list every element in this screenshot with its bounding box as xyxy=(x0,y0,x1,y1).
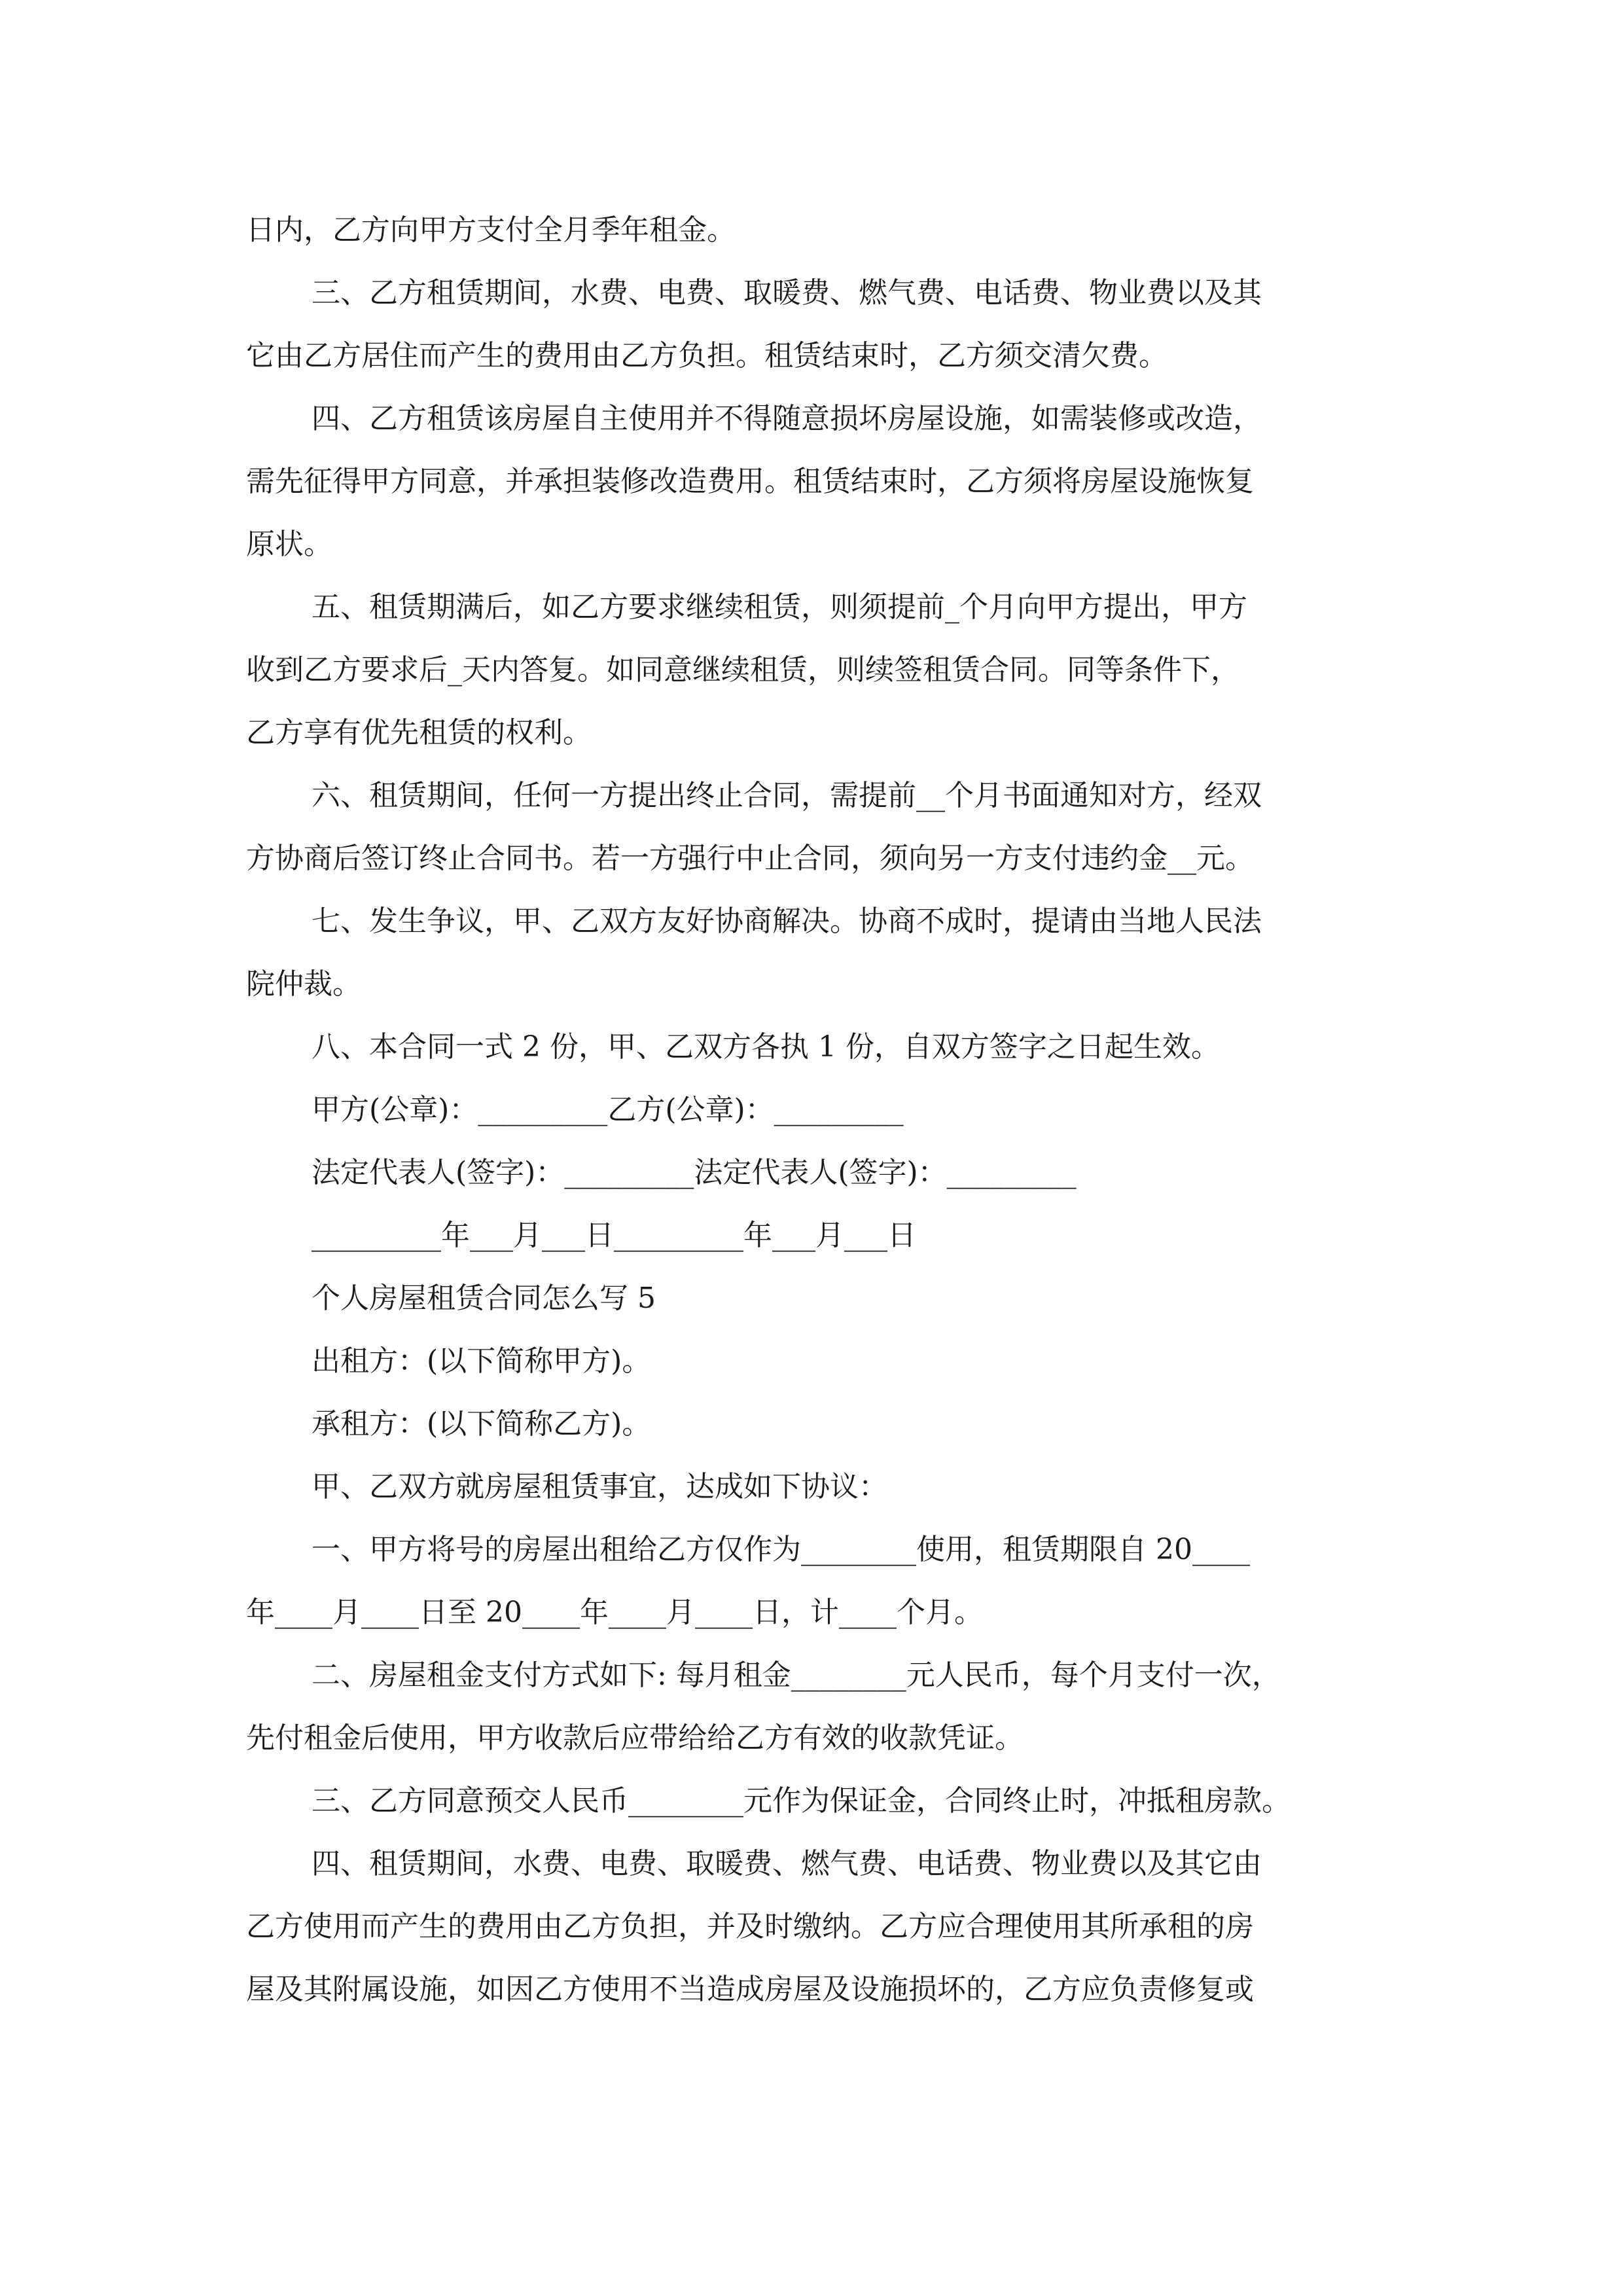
paragraph-line: 六、租赁期间，任何一方提出终止合同，需提前__个月书面通知对方，经双 xyxy=(312,779,1262,812)
signature-line-date: _________年___月___日_________年___月___日 xyxy=(312,1219,916,1252)
paragraph-line: 三、乙方同意预交人民币________元作为保证金，合同终止时，冲抵租房款。 xyxy=(312,1784,1291,1818)
paragraph-line: 屋及其附属设施，如因乙方使用不当造成房屋及设施损坏的，乙方应负责修复或 xyxy=(246,1973,1254,2006)
paragraph-line: 乙方使用而产生的费用由乙方负担，并及时缴纳。乙方应合理使用其所承租的房 xyxy=(246,1910,1254,1943)
agreement-intro: 甲、乙双方就房屋租赁事宜，达成如下协议： xyxy=(312,1470,887,1503)
paragraph-line: 二、房屋租金支付方式如下: 每月租金________元人民币，每个月支付一次， xyxy=(312,1659,1281,1692)
party-lessee: 承租方：(以下简称乙方)。 xyxy=(312,1407,651,1441)
paragraph-line: 乙方享有优先租赁的权利。 xyxy=(246,716,592,749)
paragraph-line: 收到乙方要求后_天内答复。如同意继续租赁，则续签租赁合同。同等条件下， xyxy=(246,653,1240,687)
paragraph-line: 四、乙方租赁该房屋自主使用并不得随意损坏房屋设施，如需装修或改造， xyxy=(312,402,1262,435)
paragraph-line: 一、甲方将号的房屋出租给乙方仅作为________使用，租赁期限自 20____ xyxy=(312,1533,1250,1566)
paragraph-line: 它由乙方居住而产生的费用由乙方负担。租赁结束时，乙方须交清欠费。 xyxy=(246,339,1168,372)
signature-line-representative: 法定代表人(签字)：_________法定代表人(签字)：_________ xyxy=(312,1156,1077,1189)
paragraph-line: 日内，乙方向甲方支付全月季年租金。 xyxy=(246,213,736,247)
paragraph-line: 三、乙方租赁期间，水费、电费、取暖费、燃气费、电话费、物业费以及其 xyxy=(312,276,1262,310)
paragraph-line: 方协商后签订终止合同书。若一方强行中止合同，须向另一方支付违约金__元。 xyxy=(246,842,1254,875)
signature-line-seal: 甲方(公章)：_________乙方(公章)：_________ xyxy=(312,1093,904,1126)
paragraph-line: 七、发生争议，甲、乙双方友好协商解决。协商不成时，提请由当地人民法 xyxy=(312,905,1262,938)
paragraph-line: 五、租赁期满后，如乙方要求继续租赁，则须提前_个月向甲方提出，甲方 xyxy=(312,590,1247,624)
paragraph-line: 需先征得甲方同意，并承担装修改造费用。租赁结束时，乙方须将房屋设施恢复 xyxy=(246,465,1254,498)
paragraph-line: 四、租赁期间，水费、电费、取暖费、燃气费、电话费、物业费以及其它由 xyxy=(312,1847,1262,1880)
paragraph-line: 先付租金后使用，甲方收款后应带给给乙方有效的收款凭证。 xyxy=(246,1721,1024,1755)
section-heading: 个人房屋租赁合同怎么写 5 xyxy=(312,1282,656,1315)
paragraph-line: 年____月____日至 20____年____月____日，计____个月。 xyxy=(246,1596,983,1629)
paragraph-line: 原状。 xyxy=(246,528,332,561)
paragraph-line: 院仲裁。 xyxy=(246,967,361,1001)
paragraph-line: 八、本合同一式 2 份，甲、乙双方各执 1 份，自双方签字之日起生效。 xyxy=(312,1030,1220,1064)
party-lessor: 出租方：(以下简称甲方)。 xyxy=(312,1344,651,1378)
